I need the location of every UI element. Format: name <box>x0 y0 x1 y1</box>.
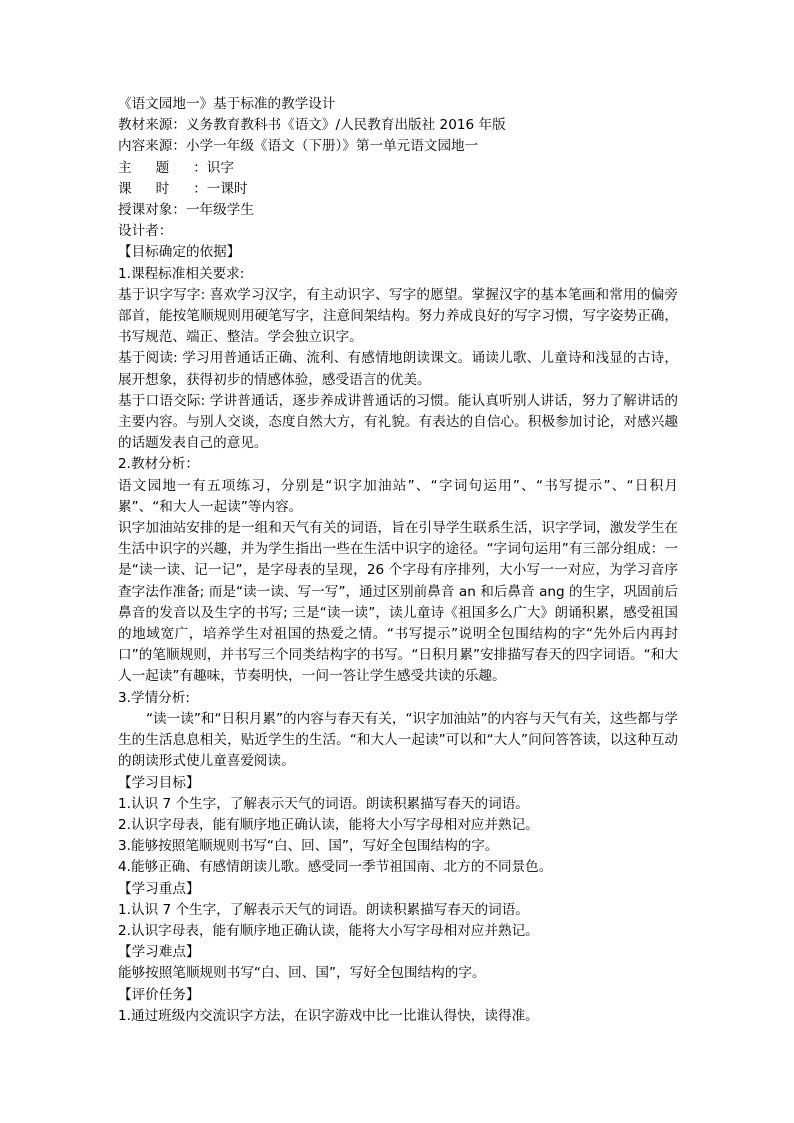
key-points-heading: 【学习重点】 <box>118 880 200 897</box>
standards-paragraph-reading: 基于阅读: 学习用普通话正确、流利、有感情地朗读课文。诵读儿歌、儿童诗和浅显的古诗，展开想象，获得初步的情感体验，感受语言的优美。 <box>118 350 678 388</box>
hours-value: ：一课时 <box>193 180 248 197</box>
content-source: 内容来源：小学一年级《语文（下册）》第一单元语文园地一 <box>118 138 479 155</box>
difficulties-text: 能够按照笔顺规则书写“白、回、国”，写好全包围结构的字。 <box>118 965 486 982</box>
difficulties-heading: 【学习难点】 <box>118 944 200 961</box>
audience-line: 授课对象：一年级学生 <box>118 202 254 219</box>
textbook-paragraph-1: 语文园地一有五项练习，分别是“识字加油站”、“字词句运用”、“书写提示”、“日积月累”、“和大人一起读”等内容。 <box>118 477 678 515</box>
material-source: 教材来源：义务教育教科书《语文》/人民教育出版社 2016 年版 <box>118 117 506 134</box>
topic-value: ：识字 <box>193 159 234 176</box>
key-point-item: 2.认识字母表，能有顺序地正确认读，能将大小写字母相对应并熟记。 <box>118 922 539 939</box>
objective-item: 3.能够按照笔顺规则书写“白、回、国”，写好全包围结构的字。 <box>118 838 499 855</box>
learner-paragraph: “读一读”和“日积月累”的内容与春天有关，“识字加油站”的内容与天气有关，这些都与学生的生活息息相关，贴近学生的生活。“和大人一起读”可以和“大人”问问答答读，以这种互动的朗读形式使儿童喜爱阅读。 <box>118 710 678 770</box>
evaluation-item: 1.通过班级内交流识字方法，在识字游戏中比一比谁认得快，读得准。 <box>118 1007 539 1024</box>
basis-heading: 【目标确定的依据】 <box>118 244 241 261</box>
standards-title: 1.课程标准相关要求: <box>118 265 245 282</box>
topic-label: 主题 <box>118 159 194 176</box>
topic-line <box>118 158 678 179</box>
objectives-heading: 【学习目标】 <box>118 774 200 791</box>
hours-line <box>118 179 678 200</box>
textbook-paragraph-2: 识字加油站安排的是一组和天气有关的词语，旨在引导学生联系生活，识字学词，激发学生在生活中识字的兴趣，并为学生指出一些在生活中识字的途径。“字词句运用”有三部分组成：一是“读一读、记一记”，是字母表的呈现，26 个字母有序排列，大小写一一对应，为学习音序查字法作准备; 而是“读一读、写一写”，通过区别前鼻音 an 和后鼻音 ang 的生字，巩固前后鼻音的发音以及生字的书写; 三是“读一读”，读儿童诗《祖国多么广大》朗诵积累，感受祖国的地域宽广，培养学生对祖国的热爱之情。“书写提示”说明全包围结构的字“先外后内再封口”的笔顺规则，并书写三个同类结构字的书写。“日积月累”安排描写春天的四字词语。“和大人一起读”有趣味，节奏明快，一问一答让学生感受共读的乐趣。 <box>118 520 678 685</box>
objective-item: 1.认识 7 个生字，了解表示天气的词语。朗读积累描写春天的词语。 <box>118 795 529 812</box>
document-page <box>118 94 678 1027</box>
key-point-item: 1.认识 7 个生字，了解表示天气的词语。朗读积累描写春天的词语。 <box>118 901 529 918</box>
objective-item: 4.能够正确、有感情朗读儿歌。感受同一季节祖国南、北方的不同景色。 <box>118 859 553 876</box>
evaluation-heading: 【评价任务】 <box>118 986 200 1003</box>
learner-title: 3.学情分析: <box>118 689 190 706</box>
standards-paragraph-writing: 基于识字写字: 喜欢学习汉字，有主动识字、写字的愿望。掌握汉字的基本笔画和常用的偏旁部首，能按笔顺规则用硬笔写字，注意间架结构。努力养成良好的写字习惯，写字姿势正确，书写规范、端正、整洁。学会独立识字。 <box>118 286 678 346</box>
designer-line: 设计者： <box>118 223 173 240</box>
standards-paragraph-speaking: 基于口语交际: 学讲普通话，逐步养成讲普通话的习惯。能认真听别人讲话，努力了解讲话的主要内容。与别人交谈，态度自然大方，有礼貌。有表达的自信心。积极参加讨论，对感兴趣的话题发表自己的意见。 <box>118 392 678 452</box>
hours-label: 课时 <box>118 180 194 197</box>
document-title: 《语文园地一》基于标准的教学设计 <box>118 96 336 112</box>
textbook-title: 2.教材分析： <box>118 456 199 473</box>
objective-item: 2.认识字母表，能有顺序地正确认读，能将大小写字母相对应并熟记。 <box>118 816 539 833</box>
